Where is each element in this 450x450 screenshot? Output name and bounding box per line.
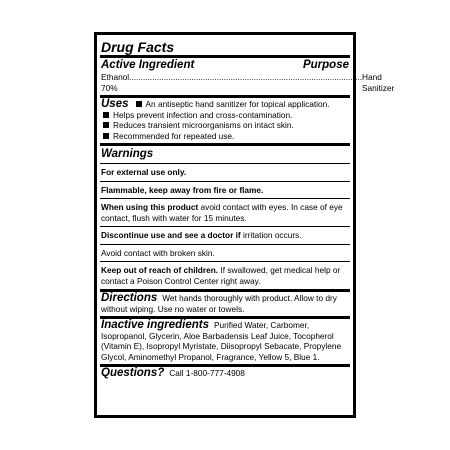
inactive-text: Purified Water, Carbomer, Isopropanol, Glycerin, Aloe Barbadensis Leaf Juice, Tocopherol (Vitamin E), Isopropyl Myristate, Diisopropyl Sebacate, Propylene Glycol, Aminomethyl Propanol, Fragrance, Yellow 5, Blue 1. — [101, 320, 342, 362]
uses-header: Uses — [101, 98, 129, 110]
questions-header: Questions? — [101, 367, 165, 379]
warning-reach-bold: Keep out of reach of children. — [101, 265, 219, 275]
bullet-icon — [103, 122, 109, 128]
directions-section — [101, 292, 349, 316]
warning-reach-text: If swallowed, get medical help or contact a Poison Control Center right away. — [101, 265, 341, 286]
active-ingredient-header: Active Ingredient — [101, 59, 195, 71]
uses-section — [101, 98, 349, 143]
warning-discontinue-bold: Discontinue use and see a doctor if — [101, 230, 241, 240]
bullet-icon — [136, 101, 142, 107]
warning-discontinue — [101, 227, 349, 244]
warning-external: For external use only. — [101, 167, 187, 177]
questions-text: Call 1-800-777-4908 — [169, 368, 245, 378]
ingredient-name: Ethanol 70% — [101, 72, 130, 93]
bullet-icon — [103, 133, 109, 139]
uses-item: Recommended for repeated use. — [113, 130, 235, 141]
warning-when-using-text: avoid contact with eyes. In case of eye contact, flush with water for 15 minutes. — [101, 202, 343, 223]
inactive-header: Inactive ingredients — [101, 319, 210, 331]
directions-header: Directions — [101, 292, 158, 304]
drug-facts-panel — [94, 32, 395, 418]
warnings-section — [101, 146, 349, 289]
warnings-header: Warnings — [101, 148, 154, 160]
warning-flammable: Flammable, keep away from fire or flame. — [101, 184, 264, 195]
warning-broken-skin: Avoid contact with broken skin. — [101, 247, 215, 258]
uses-item: Helps prevent infection and cross-contamination. — [113, 109, 293, 120]
warning-reach — [101, 262, 349, 289]
questions-section — [101, 367, 349, 381]
purpose-header: Purpose — [302, 59, 349, 71]
uses-item: Reduces transient microorganisms on intact skin. — [113, 120, 294, 130]
leader-dots: ..................................................................................................... — [129, 72, 362, 82]
drug-facts-title: Drug Facts — [101, 39, 175, 55]
active-ingredient-section — [101, 58, 395, 95]
uses-item: An antiseptic hand sanitizer for topical application. — [145, 99, 330, 109]
warning-discontinue-text: irritation occurs. — [240, 230, 302, 240]
warning-when-using-bold: When using this product — [101, 202, 199, 212]
inactive-section — [101, 319, 349, 364]
bullet-icon — [103, 112, 109, 118]
warning-when-using — [101, 199, 349, 226]
ingredient-purpose: Hand Sanitizer — [361, 72, 395, 93]
directions-text: Wet hands thoroughly with product. Allow to dry without wiping. Use no water or towels. — [101, 293, 337, 314]
